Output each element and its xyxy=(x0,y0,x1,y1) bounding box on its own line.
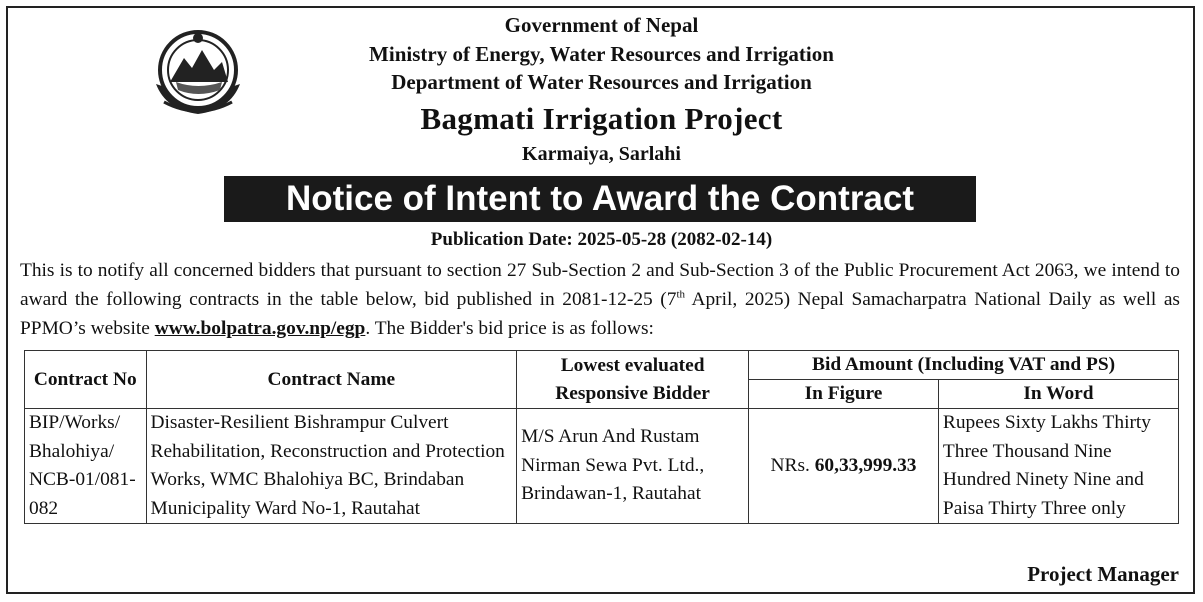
cell-amount-words: Rupees Sixty Lakhs Thirty Three Thousand Nine Hundred Ninety Nine and Paisa Thirty Three only xyxy=(938,409,1178,524)
project-location: Karmaiya, Sarlahi xyxy=(522,143,681,165)
publication-date-text: Publication Date: 2025-05-28 (2082-02-14) xyxy=(430,229,773,250)
cell-amount-figure xyxy=(749,409,939,524)
department-title: Department of Water Resources and Irrigation xyxy=(391,70,812,94)
publication-date xyxy=(0,229,1203,251)
header-contract-name: Contract Name xyxy=(146,351,517,409)
table-header-row xyxy=(25,351,1179,380)
project-title: Bagmati Irrigation Project xyxy=(420,101,783,136)
ministry-title: Ministry of Energy, Water Resources and Irrigation xyxy=(369,42,834,66)
intro-superscript: th xyxy=(676,288,685,301)
ppmo-website-link[interactable]: www.bolpatra.gov.np/egp xyxy=(154,318,366,339)
award-table xyxy=(24,350,1179,524)
header-in-word: In Word xyxy=(938,380,1178,409)
cell-bidder: M/S Arun And Rustam Nirman Sewa Pvt. Ltd., Brindawan-1, Rautahat xyxy=(517,409,749,524)
cell-contract-name: Disaster-Resilient Bishrampur Culvert Rehabilitation, Reconstruction and Protection Works, WMC Bhalohiya BC, Brindaban Municipality Ward No-1, Rautahat xyxy=(146,409,517,524)
table-row xyxy=(25,409,1179,524)
intro-part3: . The Bidder's bid price is as follows: xyxy=(365,318,654,339)
signature: Project Manager xyxy=(1027,562,1179,586)
header-bidder: Lowest evaluated Responsive Bidder xyxy=(517,351,749,409)
amount-prefix: NRs. xyxy=(770,454,815,476)
intro-part1: This is to notify all concerned bidders that pursuant to section 27 Sub-Section 2 and Sub-Section 3 of the Public Procurement Act 2063, we intend to award the following contracts in the table below, bid published in 2081-12-25 (7 xyxy=(20,260,1180,310)
header-in-figure: In Figure xyxy=(749,380,939,409)
header-bid-amount: Bid Amount (Including VAT and PS) xyxy=(749,351,1179,380)
notice-title: Notice of Intent to Award the Contract xyxy=(224,176,976,222)
government-title: Government of Nepal xyxy=(504,13,699,37)
header-contract-no: Contract No xyxy=(25,351,147,409)
intro-paragraph xyxy=(20,256,1180,343)
amount-value: 60,33,999.33 xyxy=(814,454,917,476)
intro-part2: April, 2025) Nepal Samacharpatra National Daily as well as PPMO’s website xyxy=(20,289,1180,339)
cell-contract-no: BIP/Works/ Bhalohiya/ NCB-01/081-082 xyxy=(25,409,147,524)
